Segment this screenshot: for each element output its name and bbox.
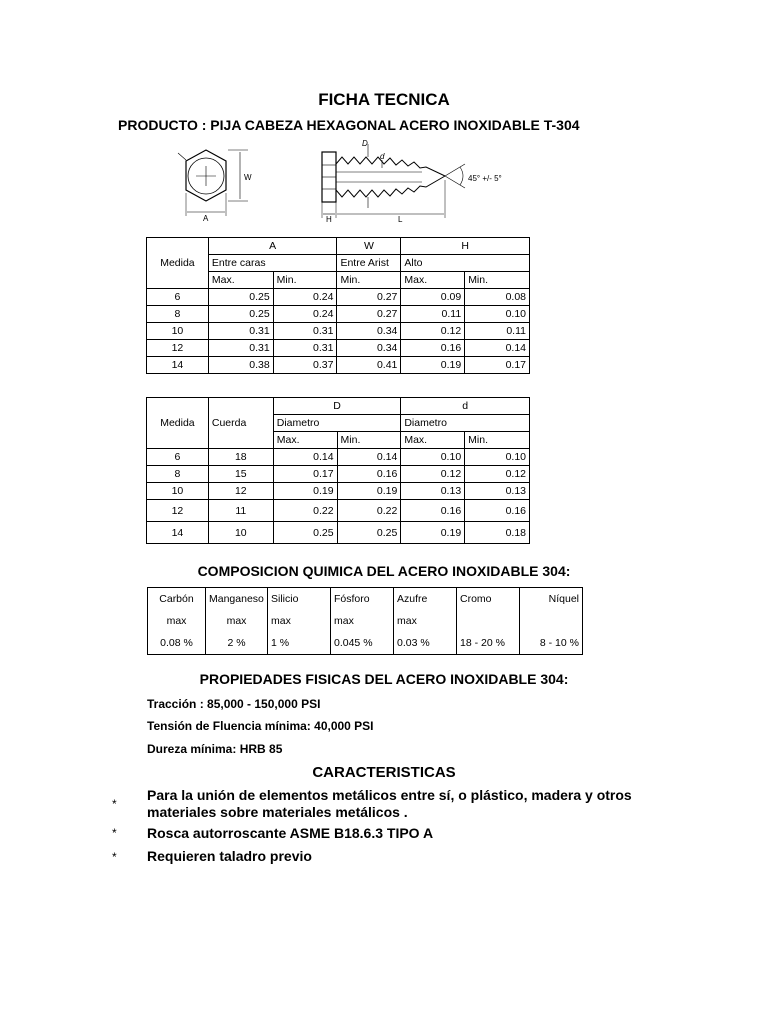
table-cell: 10 (208, 522, 273, 544)
label-L: L (398, 215, 403, 223)
chem-element: Manganeso (206, 588, 268, 611)
property-fluencia: Tensión de Fluencia mínima: 40,000 PSI (147, 719, 374, 733)
sub-diametro: Diametro (273, 415, 401, 432)
label-H: H (326, 215, 332, 223)
medida-header: Medida (147, 398, 209, 449)
table-row (147, 483, 530, 500)
table-cell: 0.25 (273, 522, 337, 544)
table-cell: 10 (147, 323, 209, 340)
chem-max: max (206, 610, 268, 632)
chem-element: Azufre (394, 588, 457, 611)
header-H: H (401, 238, 530, 255)
property-traccion: Tracción : 85,000 - 150,000 PSI (147, 697, 321, 711)
dimensions-table-2 (146, 397, 530, 544)
table-cell: 10 (147, 483, 209, 500)
label-W: W (244, 173, 252, 182)
table-cell: 0.31 (273, 323, 337, 340)
table-row (147, 323, 530, 340)
col-min: Min. (337, 272, 401, 289)
chem-value: 2 % (206, 632, 268, 655)
table-cell: 0.25 (208, 289, 273, 306)
sub-entre-arist: Entre Arist (337, 255, 401, 272)
table-cell: 0.25 (337, 522, 401, 544)
dimensions-table-1 (146, 237, 530, 374)
table-cell: 0.18 (465, 522, 530, 544)
chem-value: 8 - 10 % (520, 632, 583, 655)
table-cell: 0.19 (337, 483, 401, 500)
table-cell: 0.11 (401, 306, 465, 323)
chem-heading: COMPOSICION QUIMICA DEL ACERO INOXIDABLE 304: (197, 563, 571, 579)
table-cell: 0.24 (273, 306, 337, 323)
table-cell: 0.13 (401, 483, 465, 500)
table-cell: 0.17 (465, 357, 530, 374)
table-cell: 0.14 (465, 340, 530, 357)
table-cell: 12 (208, 483, 273, 500)
table-row (147, 340, 530, 357)
table-cell: 6 (147, 449, 209, 466)
col-max: Max. (273, 432, 337, 449)
chem-value: 0.03 % (394, 632, 457, 655)
table-cell: 14 (147, 522, 209, 544)
table-cell: 0.41 (337, 357, 401, 374)
table-row (147, 449, 530, 466)
header-D: D (273, 398, 401, 415)
table-cell: 11 (208, 500, 273, 522)
col-max: Max. (401, 432, 465, 449)
table-cell: 0.10 (465, 306, 530, 323)
chem-element: Cromo (457, 588, 520, 611)
chem-max: max (394, 610, 457, 632)
table-cell: 0.38 (208, 357, 273, 374)
sub-entre-caras: Entre caras (208, 255, 337, 272)
table-cell: 8 (147, 306, 209, 323)
chem-max: max (331, 610, 394, 632)
table-cell: 0.19 (401, 357, 465, 374)
table-cell: 0.14 (337, 449, 401, 466)
cuerda-header: Cuerda (208, 398, 273, 449)
header-W: W (337, 238, 401, 255)
table-row (147, 466, 530, 483)
table-cell: 0.34 (337, 323, 401, 340)
table-cell: 0.27 (337, 306, 401, 323)
table-cell: 12 (147, 500, 209, 522)
feature-item: Para la unión de elementos metálicos entre sí, o plástico, madera y otros materiales sobre materiales metálicos . (147, 787, 632, 820)
table-cell: 0.16 (401, 500, 465, 522)
table-cell: 0.11 (465, 323, 530, 340)
table-row (147, 500, 530, 522)
table-cell: 0.12 (401, 466, 465, 483)
table-cell: 0.25 (208, 306, 273, 323)
chem-table (147, 587, 583, 655)
product-line: PRODUCTO : PIJA CABEZA HEXAGONAL ACERO INOXIDABLE T-304 (118, 117, 580, 133)
col-min: Min. (465, 272, 530, 289)
table-row (147, 306, 530, 323)
label-A: A (203, 214, 209, 223)
table-cell: 18 (208, 449, 273, 466)
table-cell: 0.31 (273, 340, 337, 357)
header-d: d (401, 398, 530, 415)
label-D: D (362, 139, 368, 148)
sub-alto: Alto (401, 255, 530, 272)
bullet-marker: * (112, 850, 117, 864)
page-title: FICHA TECNICA (318, 90, 450, 109)
table-cell: 0.31 (208, 323, 273, 340)
chem-element: Níquel (520, 588, 583, 611)
table-cell: 0.13 (465, 483, 530, 500)
col-min: Min. (465, 432, 530, 449)
table-cell: 0.34 (337, 340, 401, 357)
physical-heading: PROPIEDADES FISICAS DEL ACERO INOXIDABLE 304: (199, 671, 569, 687)
chem-max (457, 610, 520, 632)
table-row (147, 357, 530, 374)
table-cell: 6 (147, 289, 209, 306)
medida-header: Medida (147, 238, 209, 289)
chem-value: 1 % (268, 632, 331, 655)
bullet-marker: * (112, 797, 117, 811)
sub-diametro: Diametro (401, 415, 530, 432)
feature-item: Requieren taladro previo (147, 848, 312, 864)
table-cell: 0.09 (401, 289, 465, 306)
table-cell: 0.10 (465, 449, 530, 466)
table-cell: 0.08 (465, 289, 530, 306)
table-cell: 0.37 (273, 357, 337, 374)
chem-max: max (166, 615, 187, 627)
label-d: d (380, 152, 385, 161)
col-max: Max. (401, 272, 465, 289)
table-cell: 0.16 (401, 340, 465, 357)
screw-thread-top (336, 157, 445, 176)
bullet-marker: * (112, 826, 117, 840)
feature-item: Rosca autorroscante ASME B18.6.3 TIPO A (147, 825, 434, 841)
table-cell: 0.31 (208, 340, 273, 357)
table-row (147, 522, 530, 544)
chem-element: Fósforo (331, 588, 394, 611)
features-heading: CARACTERISTICAS (312, 764, 456, 781)
chem-max (520, 610, 583, 632)
table-cell: 14 (147, 357, 209, 374)
table-cell: 0.27 (337, 289, 401, 306)
col-min: Min. (337, 432, 401, 449)
chem-value: 0.045 % (331, 632, 394, 655)
property-dureza: Dureza mínima: HRB 85 (147, 742, 283, 756)
table-cell: 12 (147, 340, 209, 357)
col-min: Min. (273, 272, 337, 289)
chem-max: max (268, 610, 331, 632)
table-cell: 0.24 (273, 289, 337, 306)
table-cell: 0.16 (465, 500, 530, 522)
table-cell: 0.22 (337, 500, 401, 522)
chem-value: 0.08 % (160, 637, 193, 649)
table-cell: 0.10 (401, 449, 465, 466)
table-cell: 0.12 (465, 466, 530, 483)
screw-thread-bottom (336, 176, 445, 197)
table-cell: 8 (147, 466, 209, 483)
table-cell: 0.22 (273, 500, 337, 522)
header-A: A (208, 238, 337, 255)
table-cell: 15 (208, 466, 273, 483)
chem-element: Carbón (159, 593, 194, 605)
col-max: Max. (208, 272, 273, 289)
table-cell: 0.19 (273, 483, 337, 500)
table-cell: 0.14 (273, 449, 337, 466)
table-cell: 0.12 (401, 323, 465, 340)
table-cell: 0.19 (401, 522, 465, 544)
chem-element: Silicio (268, 588, 331, 611)
table-cell: 0.16 (337, 466, 401, 483)
screw-drawing (160, 138, 530, 223)
table-cell: 0.17 (273, 466, 337, 483)
chem-value: 18 - 20 % (457, 632, 520, 655)
table-row (147, 289, 530, 306)
angle-label: 45° +/- 5° (468, 174, 502, 183)
